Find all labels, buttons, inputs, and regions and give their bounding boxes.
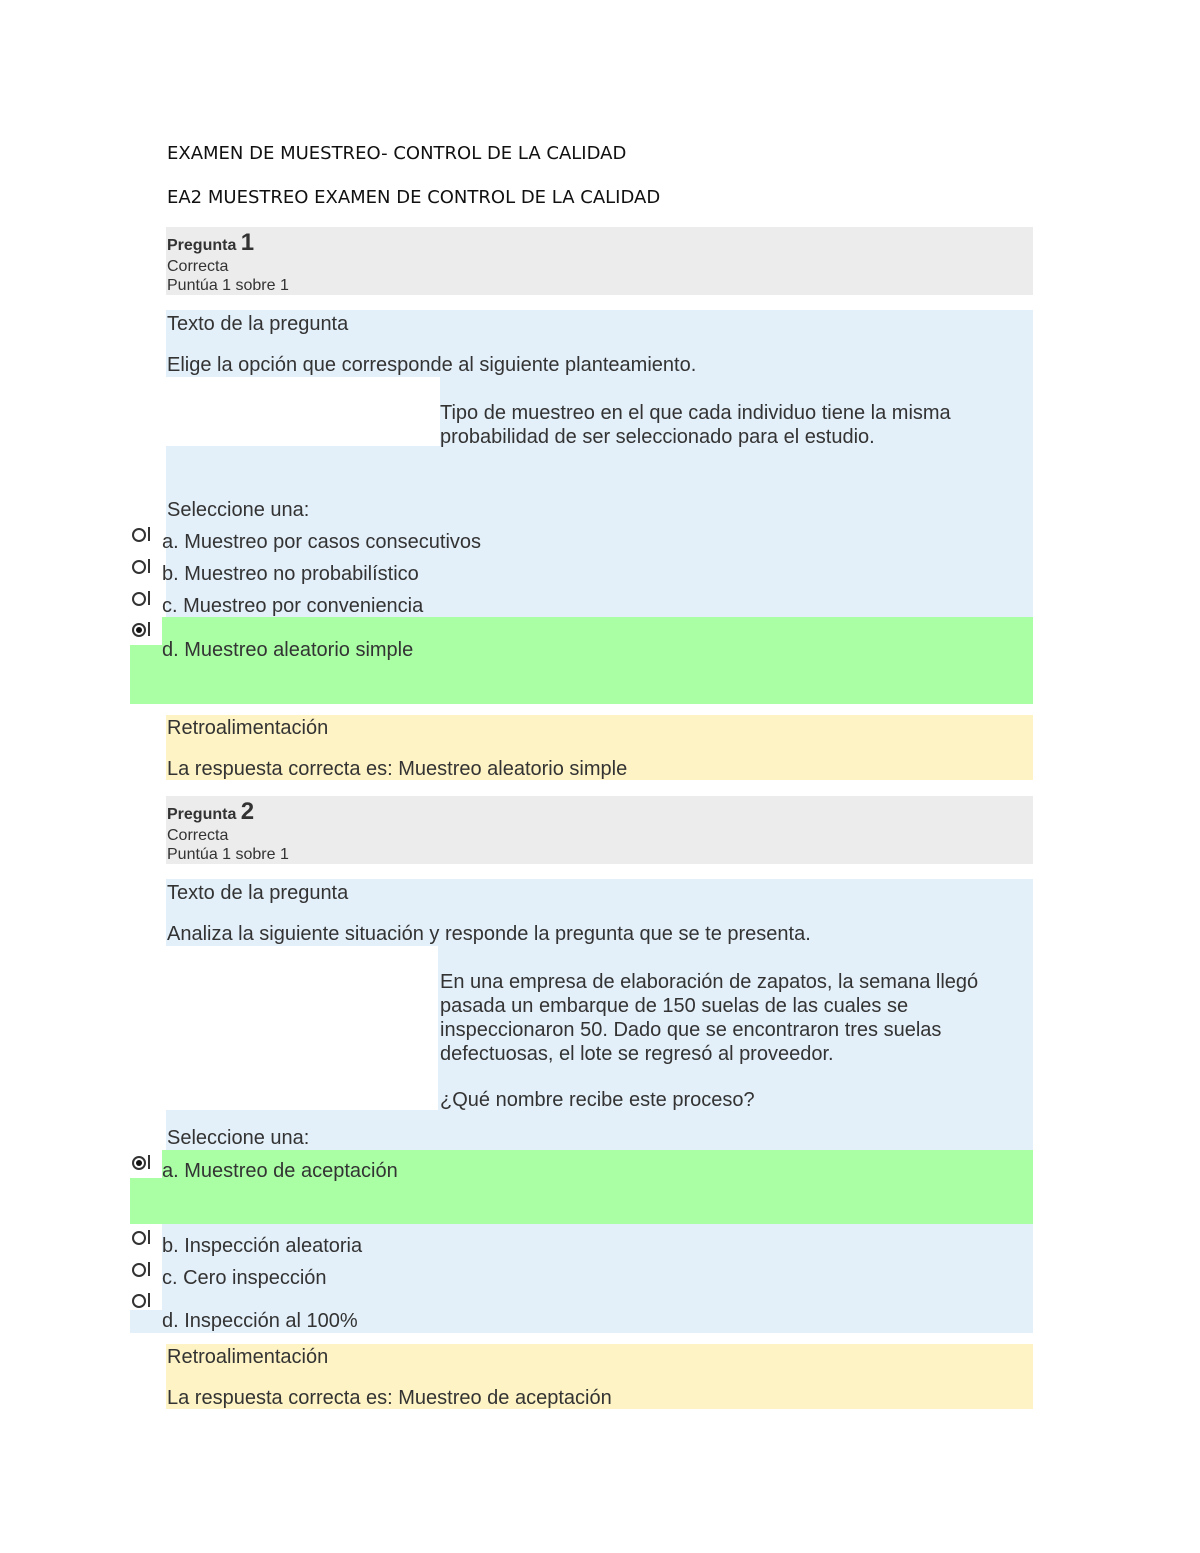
radio-border-mark	[148, 1293, 150, 1307]
statement-line: probabilidad de ser seleccionado para el estudio.	[440, 426, 875, 448]
statement-line: En una empresa de elaboración de zapatos, la semana llegó	[440, 971, 979, 993]
q1-option-b-radio[interactable]	[132, 559, 154, 579]
question-number: 2	[240, 798, 255, 825]
q2-option-c-radio[interactable]	[132, 1262, 154, 1282]
statement-line: pasada un embarque de 150 suelas de las cuales se	[440, 995, 909, 1017]
q1-option-c-radio[interactable]	[132, 591, 154, 611]
q2-option-d-label[interactable]: d. Inspección al 100%	[162, 1310, 358, 1332]
question-label: Pregunta	[167, 806, 237, 823]
radio-icon	[132, 1263, 146, 1277]
question-status: Correcta	[167, 258, 229, 275]
q2-option-a-label[interactable]: a. Muestreo de aceptación	[162, 1160, 398, 1182]
question-text-heading: Texto de la pregunta	[167, 882, 349, 904]
select-label: Seleccione una:	[167, 499, 310, 521]
radio-icon	[132, 1294, 146, 1308]
question-1-info	[166, 227, 1033, 295]
radio-icon	[132, 528, 146, 542]
question-score: Puntúa 1 sobre 1	[167, 846, 289, 863]
question-label: Pregunta	[167, 237, 237, 254]
q2-option-c-label[interactable]: c. Cero inspección	[162, 1267, 327, 1289]
radio-icon	[132, 560, 146, 574]
radio-border-mark	[148, 527, 150, 541]
q1-option-c-label[interactable]: c. Muestreo por conveniencia	[162, 595, 424, 617]
question-statement	[440, 401, 1030, 449]
q2-option-a-radio[interactable]	[132, 1155, 154, 1175]
feedback-text: La respuesta correcta es: Muestreo aleatorio simple	[167, 758, 628, 780]
document-title: EXAMEN DE MUESTREO- CONTROL DE LA CALIDAD	[167, 143, 627, 164]
question-1-table-gap	[166, 377, 440, 446]
radio-border-mark	[148, 622, 150, 636]
question-1-feedback	[166, 715, 1033, 780]
feedback-heading: Retroalimentación	[167, 1346, 329, 1368]
question-number: 1	[240, 229, 255, 256]
feedback-heading: Retroalimentación	[167, 717, 329, 739]
document-subtitle: EA2 MUESTREO EXAMEN DE CONTROL DE LA CALIDAD	[167, 187, 661, 208]
radio-selected-icon	[132, 623, 146, 637]
q2-option-b-label[interactable]: b. Inspección aleatoria	[162, 1235, 363, 1257]
question-prompt: Analiza la siguiente situación y responde la pregunta que se te presenta.	[167, 923, 811, 945]
q2-option-b-radio[interactable]	[132, 1230, 154, 1250]
question-2-table-gap	[166, 946, 438, 1110]
radio-border-mark	[148, 1230, 150, 1244]
radio-icon	[132, 1231, 146, 1245]
radio-selected-icon	[132, 1156, 146, 1170]
radio-border-mark	[148, 1262, 150, 1276]
radio-border-mark	[148, 1155, 150, 1169]
q1-option-d-label[interactable]: d. Muestreo aleatorio simple	[162, 639, 414, 661]
statement-line: Tipo de muestreo en el que cada individuo tiene la misma	[440, 402, 951, 424]
question-statement	[440, 970, 1030, 1066]
question-2-feedback	[166, 1344, 1033, 1409]
select-label: Seleccione una:	[167, 1127, 310, 1149]
q1-option-a-label[interactable]: a. Muestreo por casos consecutivos	[162, 531, 482, 553]
statement-line: inspeccionaron 50. Dado que se encontraron tres suelas	[440, 1019, 942, 1041]
question-prompt: Elige la opción que corresponde al siguiente planteamiento.	[167, 354, 697, 376]
q1-option-b-label[interactable]: b. Muestreo no probabilístico	[162, 563, 419, 585]
radio-icon	[132, 592, 146, 606]
question-status: Correcta	[167, 827, 229, 844]
question-score: Puntúa 1 sobre 1	[167, 277, 289, 294]
radio-border-mark	[148, 591, 150, 605]
question-text-heading: Texto de la pregunta	[167, 313, 349, 335]
radio-border-mark	[148, 559, 150, 573]
question-ask: ¿Qué nombre recibe este proceso?	[440, 1089, 755, 1111]
q1-option-a-radio[interactable]	[132, 527, 154, 547]
feedback-text: La respuesta correcta es: Muestreo de aceptación	[167, 1387, 612, 1409]
q2-option-d-radio[interactable]	[132, 1293, 154, 1313]
q1-option-d-radio[interactable]	[132, 622, 154, 642]
statement-line: defectuosas, el lote se regresó al proveedor.	[440, 1043, 834, 1065]
question-2-info	[166, 796, 1033, 864]
